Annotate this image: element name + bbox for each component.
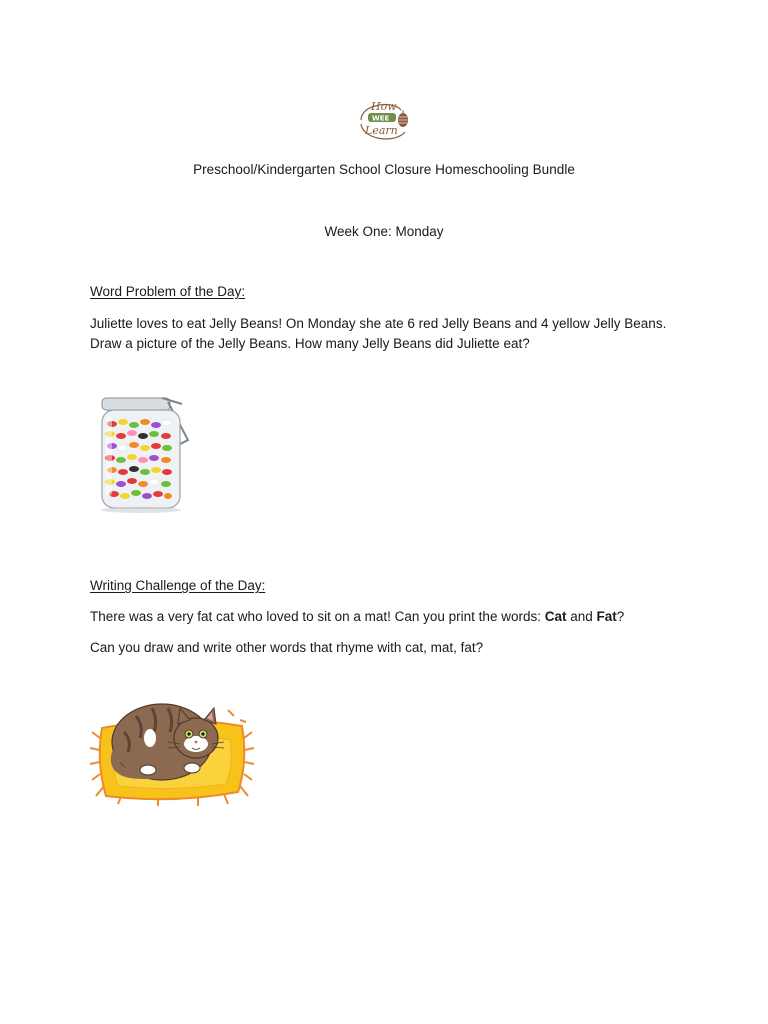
writing-challenge-line2: Can you draw and write other words that rhyme with cat, mat, fat? xyxy=(90,640,484,655)
document-title: Preschool/Kindergarten School Closure Homeschooling Bundle xyxy=(193,162,575,177)
logo-line3: Learn xyxy=(365,124,398,137)
logo-line2: WEE xyxy=(372,114,390,123)
word-problem-heading: Word Problem of the Day: xyxy=(90,284,246,299)
logo-graphic xyxy=(355,96,413,146)
word-fat: Fat xyxy=(596,609,617,624)
logo-line1: How xyxy=(371,100,397,113)
word-problem-line2: Draw a picture of the Jelly Beans. How many Jelly Beans did Juliette eat? xyxy=(90,336,530,351)
word-cat: Cat xyxy=(544,609,567,624)
word-problem-line1: Juliette loves to eat Jelly Beans! On Monday she ate 6 red Jelly Beans and 4 yellow Jelly Beans. xyxy=(90,316,667,331)
pinecone-icon xyxy=(398,110,408,127)
word-problem-text xyxy=(90,314,690,354)
word-connector: and xyxy=(566,609,597,624)
how-wee-learn-logo xyxy=(355,96,413,146)
week-day-title: Week One: Monday xyxy=(324,224,444,239)
writing-challenge-prefix: There was a very fat cat who loved to sit on a mat! Can you print the words: xyxy=(90,609,545,624)
jelly-bean-jar-image xyxy=(90,368,200,528)
writing-challenge-heading: Writing Challenge of the Day: xyxy=(90,578,266,593)
writing-challenge-suffix: ? xyxy=(616,609,625,624)
cat-on-mat-image xyxy=(88,692,256,807)
writing-challenge-line1 xyxy=(90,607,690,627)
